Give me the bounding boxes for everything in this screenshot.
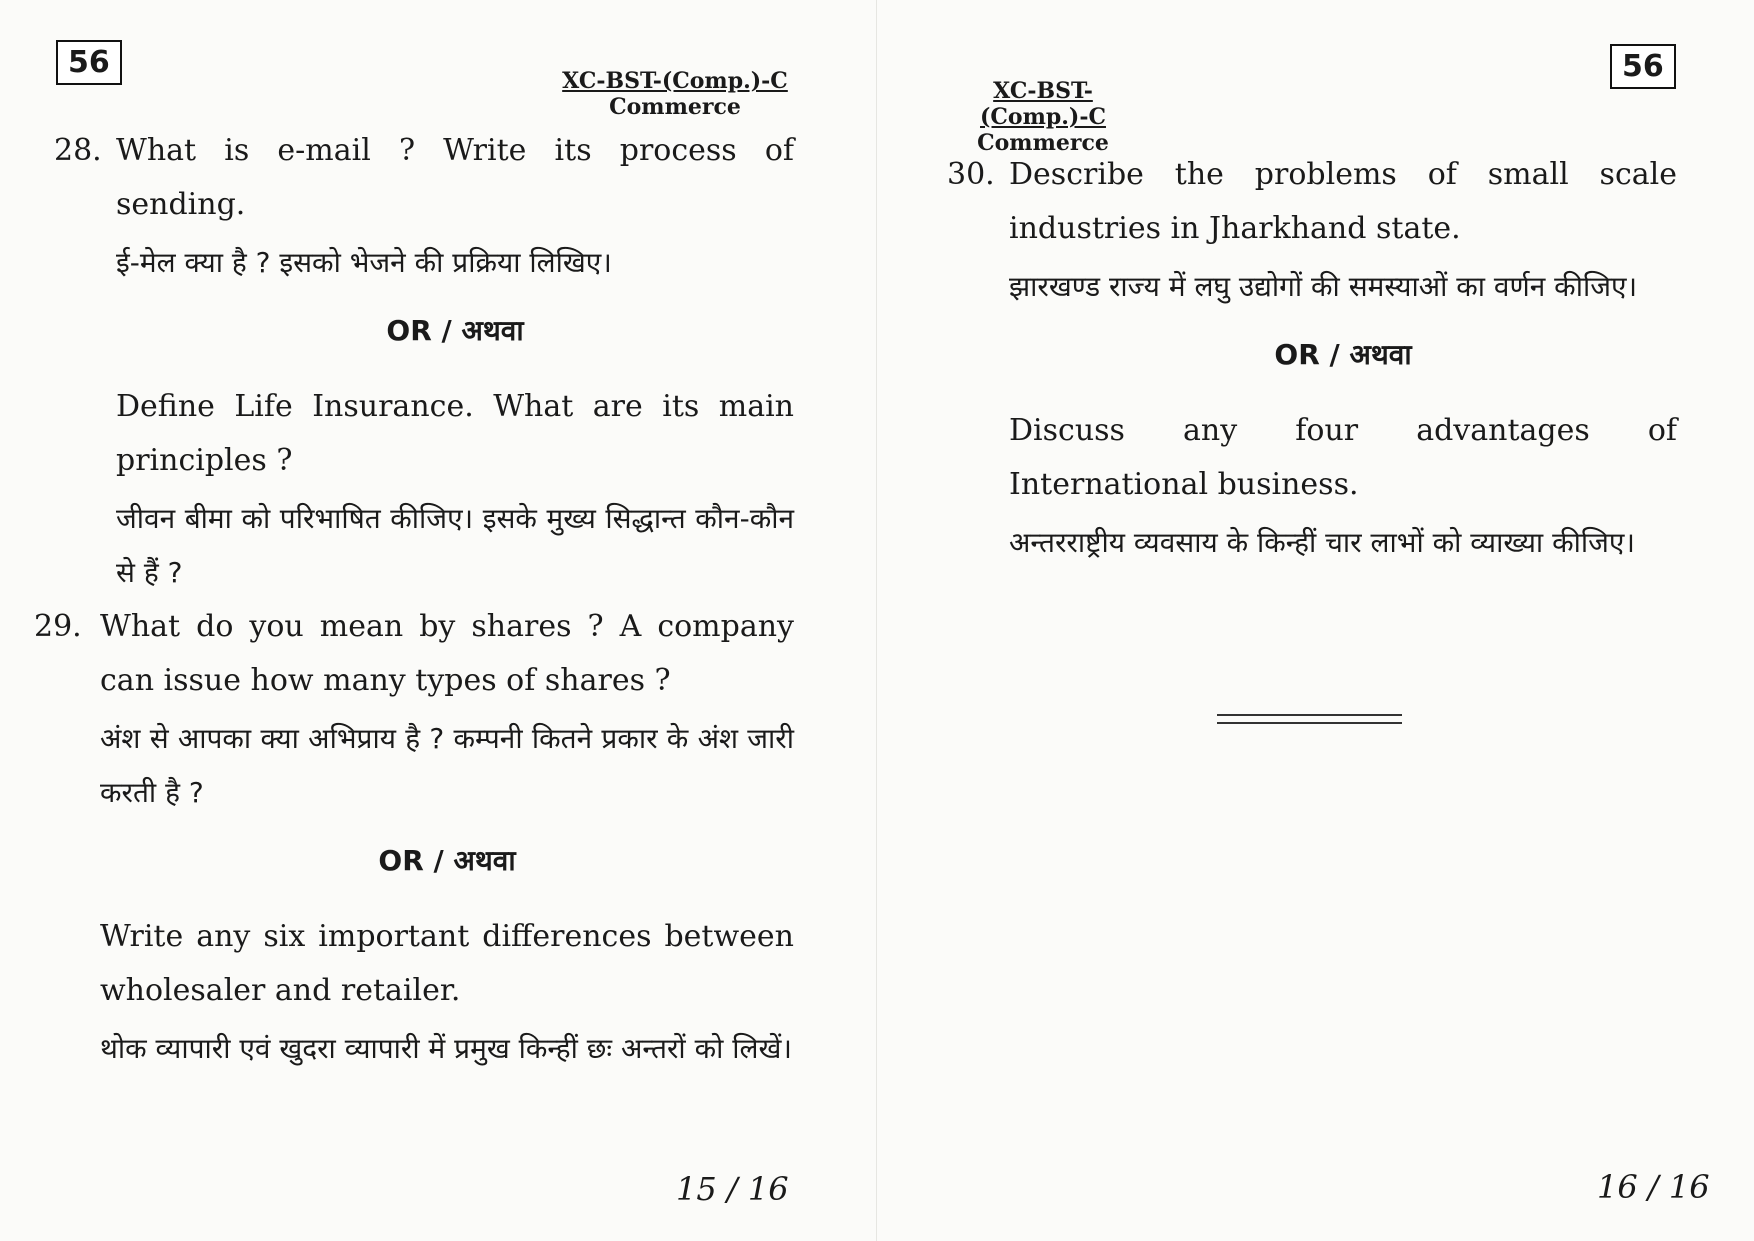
question-number: 30. [947,157,995,192]
alternate-question-hi: अन्तरराष्ट्रीय व्यवसाय के किन्हीं चार लाभों को व्याख्या कीजिए। [1009,526,1635,559]
page-number: 16 / 16 [1597,1168,1710,1206]
alternate-question-hi: थोक व्यापारी एवं खुदरा व्यापारी में प्रमुख किन्हीं छः अन्तरों को लिखें। [100,1032,792,1065]
page-number: 15 / 16 [676,1170,789,1208]
alternate-question-en: Define Life Insurance. What are its main principles ? [116,389,794,478]
question-number: 29. [34,609,82,644]
question-text-en: What do you mean by shares ? A company can issue how many types of shares ? [100,609,794,698]
paper-code: XC-BST-(Comp.)-C [980,78,1106,130]
or-separator: OR / अथवा [1274,338,1412,371]
question-text-hi: अंश से आपका क्या अभिप्राय है ? कम्पनी कितने प्रकार के अंश जारी करती है ? [100,722,794,809]
question-set-box: 56 [1610,44,1676,89]
alternate-question-en: Write any six important differences between wholesaler and retailer. [100,919,794,1008]
question-text-en: What is e-mail ? Write its process of sending. [116,133,794,222]
or-separator: OR / अथवा [378,844,516,877]
subject-name: Commerce [609,94,741,120]
question-number: 28. [54,133,102,168]
subject-name: Commerce [977,130,1109,156]
question-text-en: Describe the problems of small scale industries in Jharkhand state. [1009,157,1677,246]
alternate-question-hi: जीवन बीमा को परिभाषित कीजिए। इसके मुख्य सिद्धान्त कौन-कौन से हैं ? [116,502,794,589]
alternate-question-en: Discuss any four advantages of International business. [1009,413,1677,502]
question-set-box: 56 [56,40,122,85]
question-29 [34,600,794,1076]
end-of-paper-rule [1217,714,1402,724]
right-page [877,0,1754,1241]
or-separator: OR / अथवा [386,314,524,347]
question-text-hi: ई-मेल क्या है ? इसको भेजने की प्रक्रिया लिखिए। [116,246,612,279]
page-header [560,68,790,120]
question-28 [54,124,794,600]
question-30 [947,148,1677,570]
paper-code: XC-BST-(Comp.)-C [562,68,788,94]
page-header [943,78,1143,156]
question-text-hi: झारखण्ड राज्य में लघु उद्योगों की समस्याओं का वर्णन कीजिए। [1009,270,1638,303]
